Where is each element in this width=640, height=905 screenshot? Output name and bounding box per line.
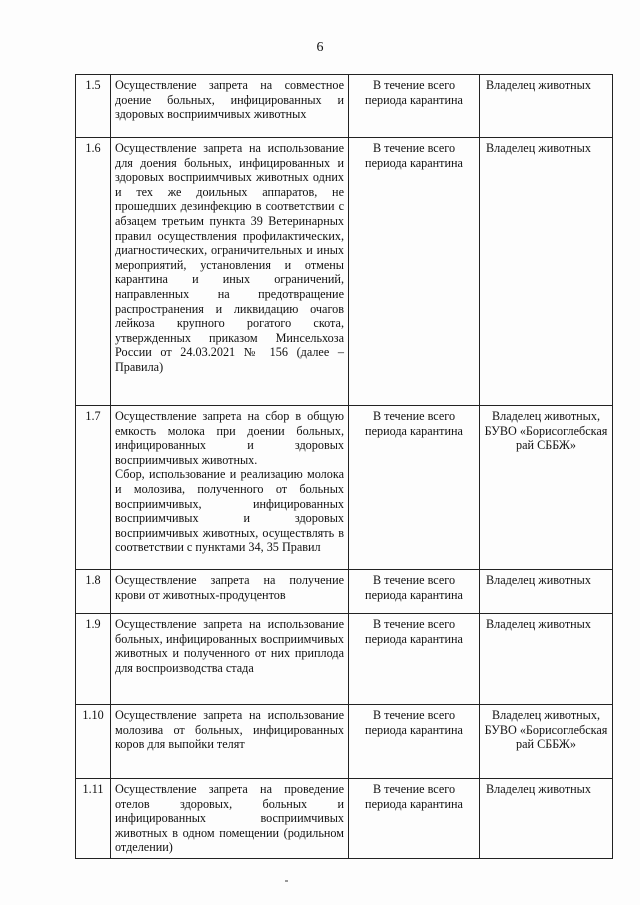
measure-responsible: Владелец животных: [480, 75, 613, 138]
row-number: 1.8: [76, 570, 111, 614]
measure-term: В течение всего периода карантина: [349, 570, 480, 614]
row-number: 1.6: [76, 138, 111, 406]
table-row: [76, 570, 613, 614]
description-text: Осуществление запрета на сбор в общую емкость молока при доении больных, инфицированных и здоровых восприимчивых животных.: [115, 409, 344, 467]
measures-table: [75, 74, 613, 859]
measure-responsible: Владелец животных, БУВО «Борисоглебская рай СББЖ»: [480, 406, 613, 570]
description-text: Осуществление запрета на проведение отелов здоровых, больных и инфицированных восприимчивых животных в одном помещении (родильном отделении): [115, 782, 344, 855]
measure-description: [111, 75, 349, 138]
table-row: [76, 138, 613, 406]
description-text: Осуществление запрета на совместное доение больных, инфицированных и здоровых восприимчивых животных: [115, 78, 344, 122]
row-number: 1.11: [76, 779, 111, 859]
measure-responsible: Владелец животных: [480, 570, 613, 614]
description-text: Сбор, использование и реализацию молока и молозива, полученного от больных восприимчивых, инфицированных восприимчивых и здоровых восприимчивых животных, осуществлять в соответствии с пунктами 34, 35 Правил: [115, 467, 344, 555]
measure-term: В течение всего периода карантина: [349, 614, 480, 705]
measure-responsible: Владелец животных: [480, 779, 613, 859]
measure-description: [111, 705, 349, 779]
row-number: 1.10: [76, 705, 111, 779]
row-number: 1.5: [76, 75, 111, 138]
measure-description: [111, 138, 349, 406]
table-row: [76, 779, 613, 859]
measure-description: [111, 614, 349, 705]
measure-responsible: Владелец животных: [480, 614, 613, 705]
measure-responsible: Владелец животных, БУВО «Борисоглебская рай СББЖ»: [480, 705, 613, 779]
page-number: 6: [316, 40, 324, 55]
measure-term: В течение всего периода карантина: [349, 779, 480, 859]
table-row: [76, 75, 613, 138]
measure-description: [111, 406, 349, 570]
description-text: Осуществление запрета на использование молозива от больных, инфицированных коров для выпойки телят: [115, 708, 344, 752]
description-text: Осуществление запрета на использование больных, инфицированных восприимчивых животных и полученного от них приплода для воспроизводства стада: [115, 617, 344, 675]
table-row: [76, 406, 613, 570]
measure-responsible: Владелец животных: [480, 138, 613, 406]
description-text: Осуществление запрета на использование для доения больных, инфицированных и здоровых восприимчивых животных одних и тех же доильных аппаратов, не прошедших дезинфекцию в соответствии с абзацем третьим пункта 39 Ветеринарных правил осуществления профилактических, диагностических, ограничительных и иных мероприятий, установления и отмены карантина и иных ограничений, направленных на предотвращение распространения и ликвидацию очагов лейкоза крупного рогатого скота, утвержденных приказом Минсельхоза России от 24.03.2021 № 156 (далее – Правила): [115, 141, 344, 374]
measure-term: В течение всего периода карантина: [349, 406, 480, 570]
measure-description: [111, 779, 349, 859]
table-row: [76, 614, 613, 705]
measure-description: [111, 570, 349, 614]
table-row: [76, 705, 613, 779]
measure-term: В течение всего периода карантина: [349, 138, 480, 406]
measure-term: В течение всего периода карантина: [349, 705, 480, 779]
row-number: 1.7: [76, 406, 111, 570]
row-number: 1.9: [76, 614, 111, 705]
measure-term: В течение всего периода карантина: [349, 75, 480, 138]
description-text: Осуществление запрета на получение крови от животных-продуцентов: [115, 573, 344, 602]
scan-speck: [285, 880, 288, 882]
